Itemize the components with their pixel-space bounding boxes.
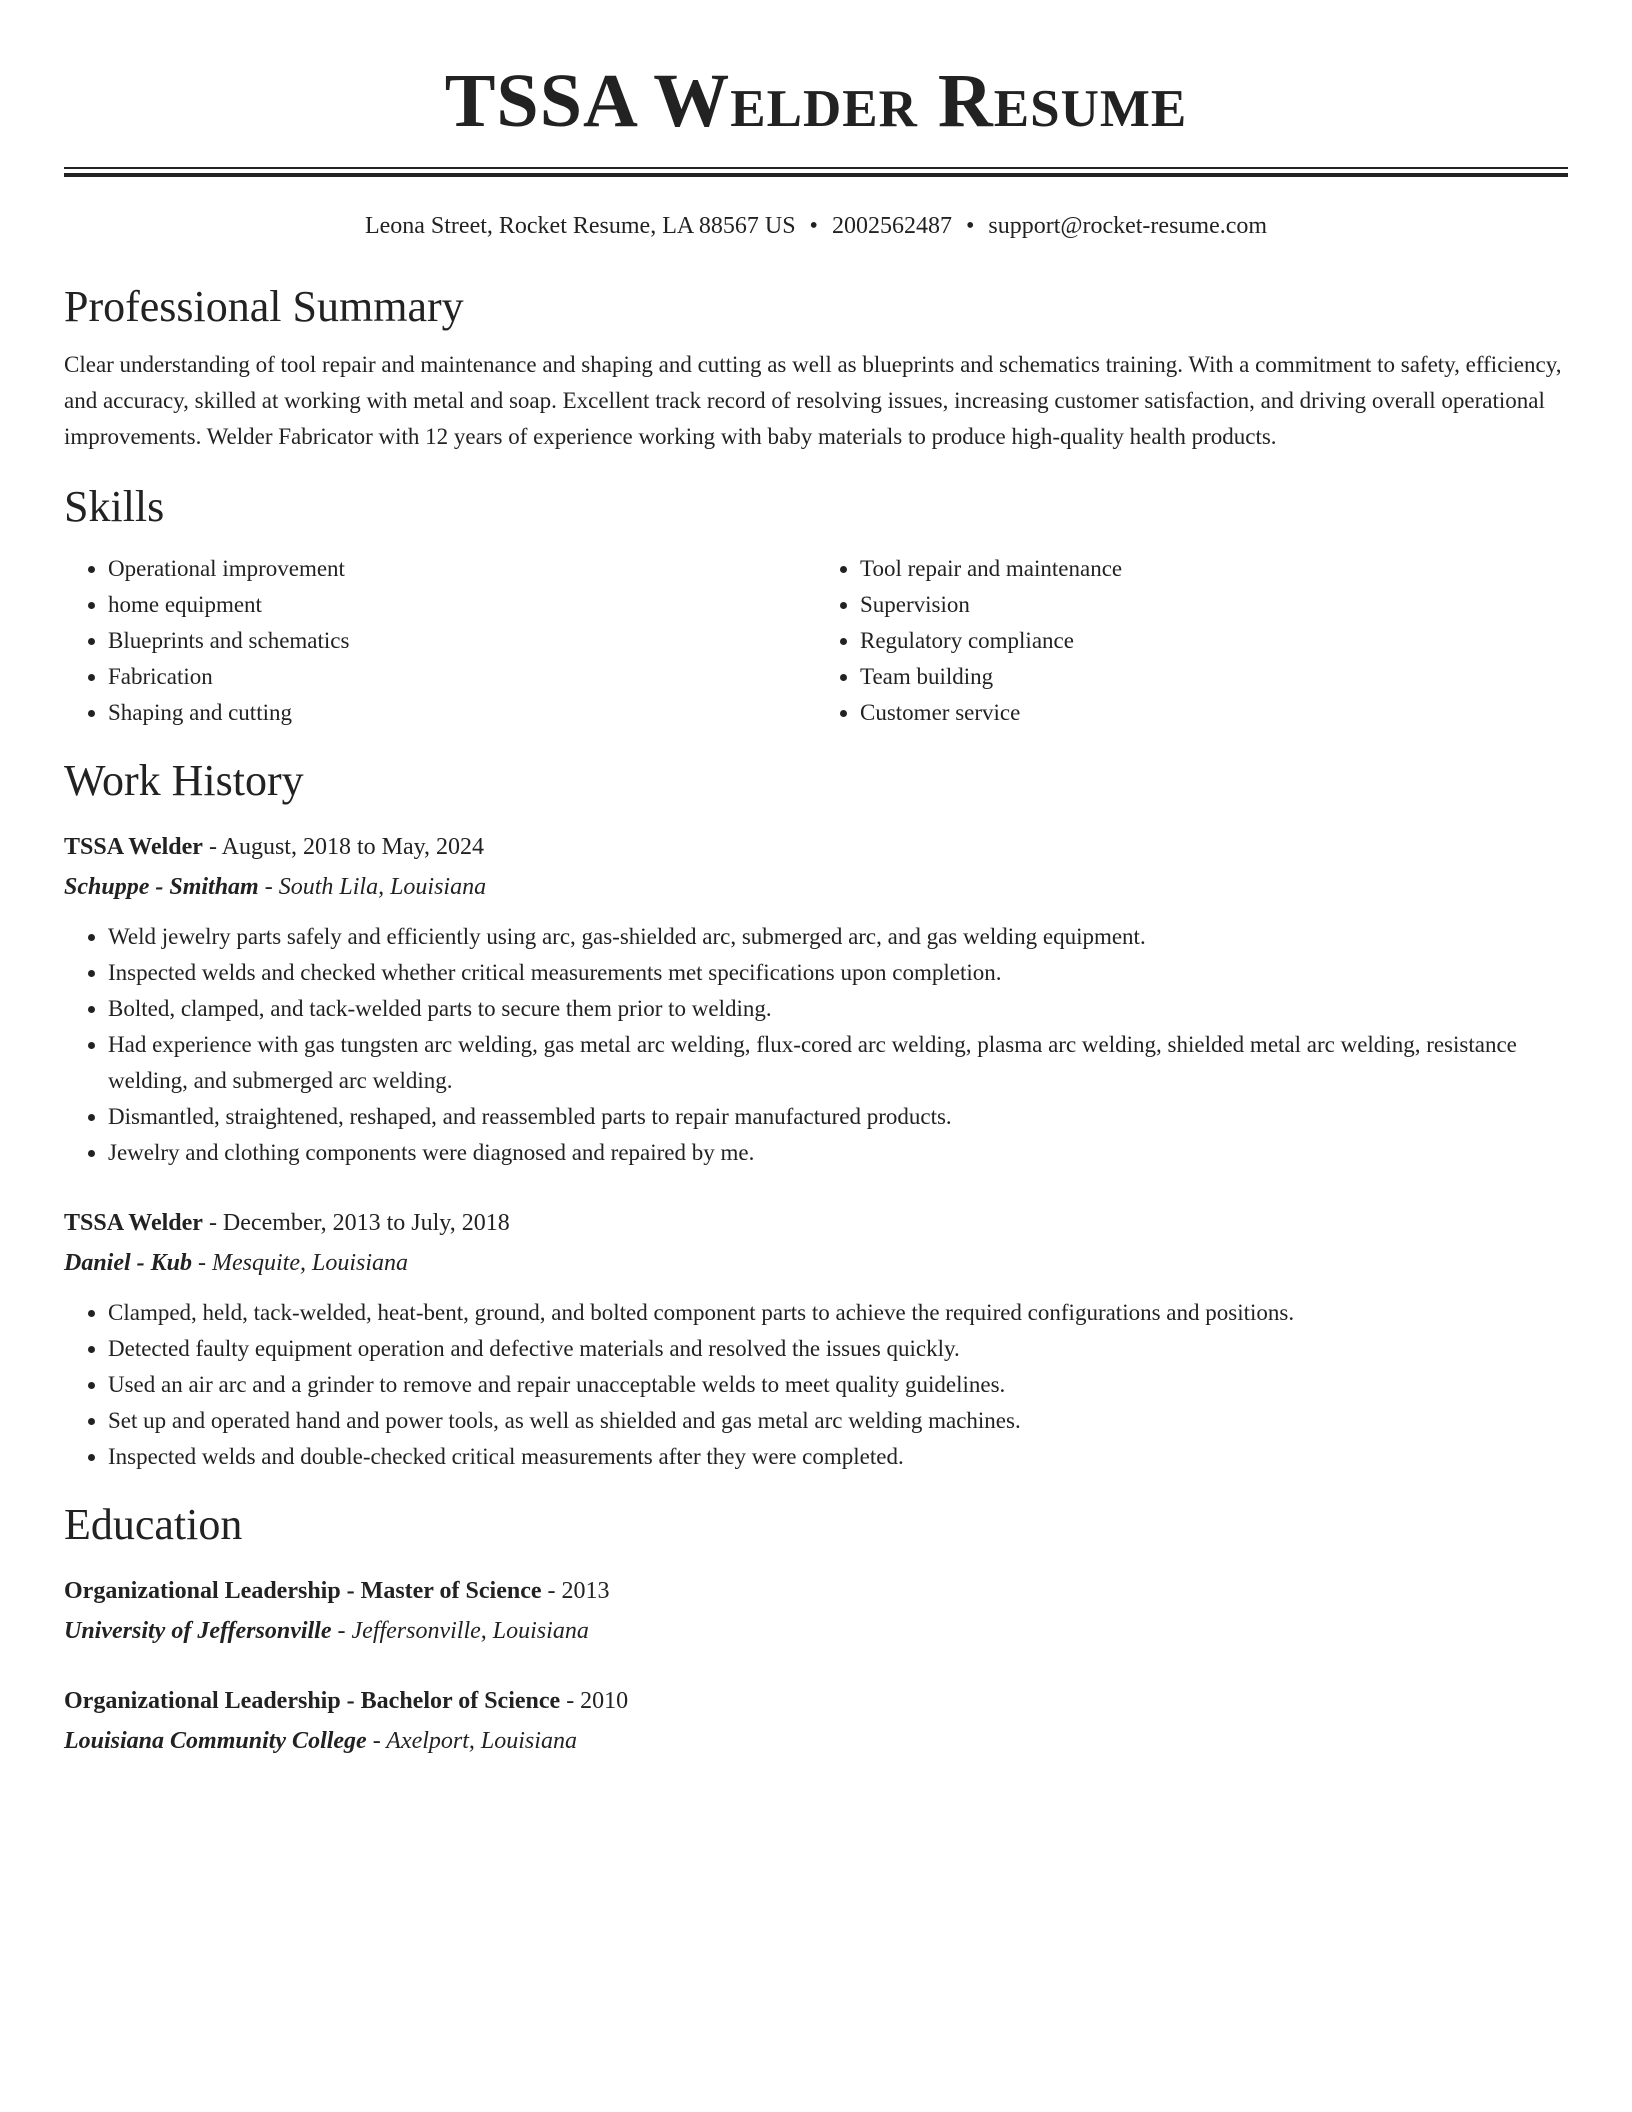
- company-location: - South Lila, Louisiana: [258, 874, 487, 900]
- education-entry: [64, 1681, 1568, 1761]
- job-bullet: • Weld jewelry parts safely and efficiently using arc, gas-shielded arc, submerged arc, and gas welding equipment.: [108, 919, 1568, 955]
- skills-heading: Skills: [64, 482, 165, 531]
- skills-column-left: [64, 551, 816, 731]
- skill-item: • Customer service: [860, 695, 1568, 731]
- job-entry: [64, 827, 1568, 1171]
- contact-separator: •: [965, 213, 975, 239]
- job-dates: - August, 2018 to May, 2024: [202, 834, 485, 860]
- company-name: Schuppe - Smitham: [64, 874, 259, 900]
- job-bullet: • Had experience with gas tungsten arc welding, gas metal arc welding, flux-cored arc welding, plasma arc welding, shielded metal arc welding, resistance welding, and submerged arc welding.: [108, 1027, 1568, 1099]
- skill-item: • Team building: [860, 659, 1568, 695]
- job-bullet: • Set up and operated hand and power tools, as well as shielded and gas metal arc welding machines.: [108, 1403, 1568, 1439]
- resume-title: TSSA Welder Resume: [444, 59, 1188, 143]
- job-bullet: • Detected faulty equipment operation and defective materials and resolved the issues quickly.: [108, 1331, 1568, 1367]
- skills-column-right: [816, 551, 1568, 731]
- skill-item: • Shaping and cutting: [108, 695, 816, 731]
- school-location: - Axelport, Louisiana: [366, 1728, 577, 1754]
- job-title-line: [64, 827, 1568, 867]
- school-name: Louisiana Community College: [64, 1728, 367, 1754]
- skill-item: • Regulatory compliance: [860, 623, 1568, 659]
- job-title: TSSA Welder: [64, 834, 203, 860]
- summary-text: Clear understanding of tool repair and maintenance and shaping and cutting as well as blueprints and schematics training. With a commitment to safety, efficiency, and accuracy, skilled at working with metal and soap. Excellent track record of resolving issues, increasing customer satisfaction, and driving overall operational improvements. Welder Fabricator with 12 years of experience working with baby materials to produce high-quality health products.: [64, 352, 1562, 449]
- degree-line: [64, 1681, 1568, 1721]
- degree-name: Organizational Leadership - Bachelor of Science: [64, 1688, 561, 1714]
- school-line: [64, 1721, 1568, 1761]
- job-bullet: • Dismantled, straightened, reshaped, and reassembled parts to repair manufactured products.: [108, 1099, 1568, 1135]
- job-bullet: • Used an air arc and a grinder to remove and repair unacceptable welds to meet quality guidelines.: [108, 1367, 1568, 1403]
- skill-item: • Fabrication: [108, 659, 816, 695]
- degree-line: [64, 1571, 1568, 1611]
- company-name: Daniel - Kub: [64, 1250, 193, 1276]
- education-heading: Education: [64, 1500, 243, 1549]
- job-title: TSSA Welder: [64, 1210, 203, 1236]
- skills-list: [64, 551, 1568, 731]
- job-bullets: [64, 1295, 1568, 1475]
- skill-item: • Supervision: [860, 587, 1568, 623]
- degree-year: - 2013: [541, 1578, 610, 1604]
- job-bullet: • Jewelry and clothing components were diagnosed and repaired by me.: [108, 1135, 1568, 1171]
- skill-item: • Operational improvement: [108, 551, 816, 587]
- company-location: - Mesquite, Louisiana: [192, 1250, 409, 1276]
- contact-line: [64, 211, 1568, 241]
- job-title-line: [64, 1203, 1568, 1243]
- degree-year: - 2010: [560, 1688, 629, 1714]
- job-bullet: • Clamped, held, tack-welded, heat-bent, ground, and bolted component parts to achieve the required configurations and positions.: [108, 1295, 1568, 1331]
- job-bullet: • Bolted, clamped, and tack-welded parts to secure them prior to welding.: [108, 991, 1568, 1027]
- work-history-heading: Work History: [64, 756, 304, 805]
- skill-item: • Blueprints and schematics: [108, 623, 816, 659]
- school-line: [64, 1611, 1568, 1651]
- degree-name: Organizational Leadership - Master of Science: [64, 1578, 542, 1604]
- skill-item: • Tool repair and maintenance: [860, 551, 1568, 587]
- job-bullet: • Inspected welds and checked whether critical measurements met specifications upon completion.: [108, 955, 1568, 991]
- education-entry: [64, 1571, 1568, 1651]
- contact-email: support@rocket-resume.com: [988, 213, 1268, 239]
- contact-separator: •: [809, 213, 818, 239]
- job-bullets: [64, 919, 1568, 1171]
- summary-heading: Professional Summary: [64, 282, 464, 331]
- school-name: University of Jeffersonville: [64, 1618, 332, 1644]
- company-line: [64, 867, 1568, 907]
- job-bullet: • Inspected welds and double-checked critical measurements after they were completed.: [108, 1439, 1568, 1475]
- school-location: - Jeffersonville, Louisiana: [331, 1618, 589, 1644]
- title-divider: [64, 167, 1568, 177]
- contact-phone: 2002562487: [831, 213, 952, 239]
- contact-address: Leona Street, Rocket Resume, LA 88567 US: [364, 213, 796, 239]
- job-dates: - December, 2013 to July, 2018: [202, 1210, 510, 1236]
- skill-item: • home equipment: [108, 587, 816, 623]
- company-line: [64, 1243, 1568, 1283]
- job-entry: [64, 1203, 1568, 1475]
